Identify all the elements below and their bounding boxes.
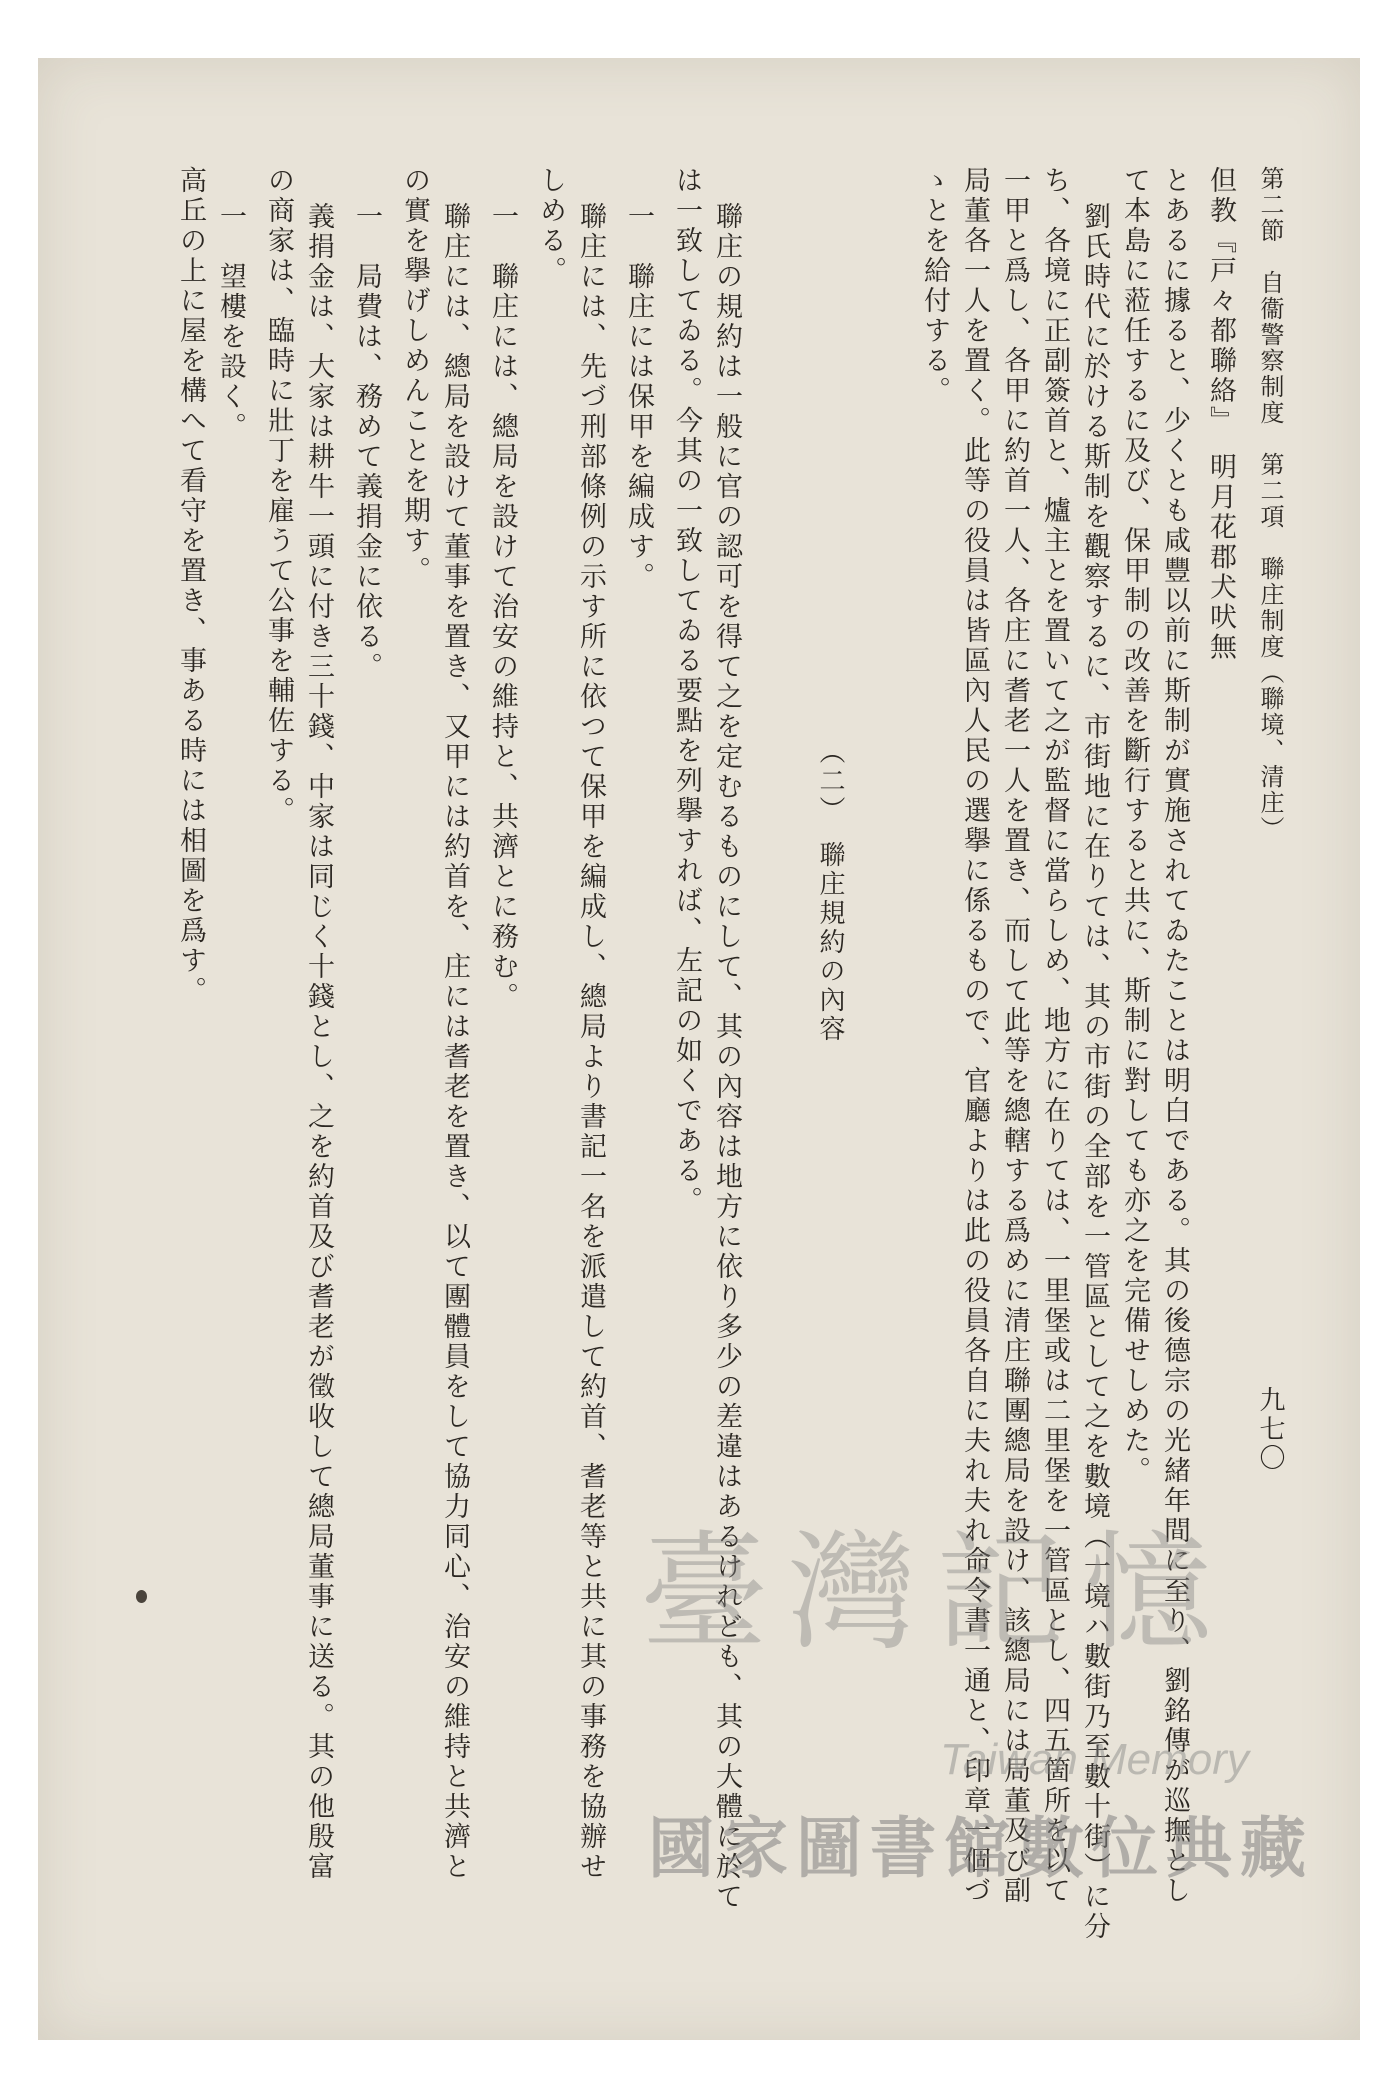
text-column: の商家は、臨時に壯丁を雇うて公事を輔佐する。 [263, 166, 294, 826]
text-column: 局董各一人を置く。此等の役員は皆區內人民の選擧に係るもので、官廳よりは此の役員各自に夫れ夫れ命令書一通と、印章一個づ [959, 166, 990, 1906]
text-column: 聯庄には、總局を設けて董事を置き、又甲には約首を、庄には耆老を置き、以て團體員をして協力同心、治安の維持と共濟と [439, 202, 470, 1882]
text-column: 義捐金は、大家は耕牛一頭に付き三十錢、中家は同じく十錢とし、之を約首及び耆老が徵收して總局董事に送る。其の他殷富 [303, 202, 334, 1882]
item-heading: 一 望樓を設く。 [215, 202, 246, 442]
page-number: 九七〇 [1255, 1386, 1285, 1473]
text-column: ゝとを給付する。 [919, 166, 950, 406]
item-heading: 一 局費は、務めて義捐金に依る。 [351, 202, 382, 682]
running-header: 第二節 自衞警察制度 第二項 聯庄制度（聯境、清庄） [1256, 166, 1284, 842]
text-column: 聯庄には、先づ刑部條例の示す所に依つて保甲を編成し、總局より書記一名を派遣して約首、耆老等と共に其の事務を協辦せ [575, 202, 606, 1882]
text-column: とあるに據ると、少くとも咸豐以前に斯制が實施されてゐたことは明白である。其の後德宗の光緒年間に至り、劉銘傳が巡撫とし [1159, 166, 1190, 1906]
text-column: 高丘の上に屋を構へて看守を置き、事ある時には相圖を爲す。 [175, 166, 206, 1006]
ink-spot [136, 1590, 147, 1603]
watermark-english: Taiwan Memory [940, 1735, 1249, 1784]
quote-line: 但教『戸々都聯絡』 明月花郡犬吠無 [1205, 166, 1236, 663]
text-column: 劉氏時代に於ける斯制を觀察するに、市街地に在りては、其の市街の全部を一管區として之を數境（一境ハ數街乃至數十街）に分 [1079, 202, 1110, 1942]
text-column: 一甲と爲し、各甲に約首一人、各庄に耆老一人を置き、而して此等を總轄する爲めに清庄聯團總局を設け、該總局には局董及び副 [999, 166, 1030, 1906]
section-heading: （二） 聯庄規約の內容 [815, 738, 845, 1044]
watermark-script-logo: 臺灣記憶 [640, 1519, 1233, 1668]
text-column: の實を擧げしめんことを期す。 [399, 166, 430, 586]
item-heading: 一 聯庄には、總局を設けて治安の維持と、共濟とに務む。 [487, 202, 518, 1012]
text-column: 聯庄の規約は一般に官の認可を得て之を定むるものにして、其の內容は地方に依り多少の差違はあるけれども、其の大體に於て [711, 202, 742, 1912]
text-column: て本島に蒞任するに及び、保甲制の改善を斷行すると共に、斯制に對しても亦之を完備せしめた。 [1119, 166, 1150, 1486]
watermark-chinese: 國家圖書館數位典藏 [648, 1810, 1314, 1887]
text-column: しめる。 [535, 166, 566, 286]
text-column: は一致してゐる。今其の一致してゐる要點を列擧すれば、左記の如くである。 [671, 166, 702, 1216]
text-column: ち、各境に正副簽首と、爐主とを置いて之が監督に當らしめ、地方に在りては、一里堡或は二里堡を一管區とし、四五箇所を以て [1039, 166, 1070, 1906]
item-heading: 一 聯庄には保甲を編成す。 [623, 202, 654, 592]
